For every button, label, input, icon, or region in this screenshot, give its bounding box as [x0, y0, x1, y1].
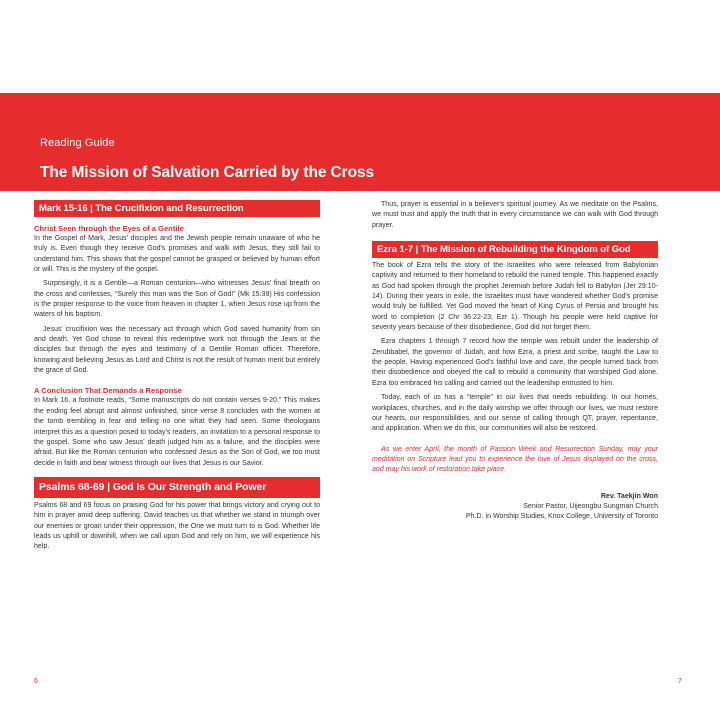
section-label: Reading Guide: [40, 137, 115, 149]
section-heading-mark: Mark 15-16 | The Crucifixion and Resurrection: [34, 200, 320, 217]
section-heading-ezra: Ezra 1-7 | The Mission of Rebuilding the Kingdom of God: [372, 241, 658, 258]
top-margin: [0, 0, 720, 93]
paragraph: In the Gospel of Mark, Jesus' disciples and the Jewish people remain unaware of who he truly is. Even though they receive God's promises and walk with Jesus, they still fail to understand him. This shows that the gospel cannot be grasped or believed by human effort or will. This is the mystery of the gospel.: [34, 235, 320, 274]
paragraph: The book of Ezra tells the story of the Israelites who were released from Babylonian captivity and returned to their homeland to rebuild the ruined temple. This happened exactly as God had spoken through the prophet Jeremiah before Judah fell to Babylon (Jer 29:10-14). During their years in exile, the Israelites must have wondered whether God's promise would truly be fulfilled. Yet God moved the heart of King Cyrus of Persia and brought his word to completion (2 Chr 36:22-23; Ezr 1). Though his people were held captive for seventy years because of their disobedience, God did not forget them.: [372, 262, 658, 332]
paragraph: Today, each of us has a “temple” in our lives that needs rebuilding. In our homes, workplaces, churches, and in the daily worship we offer through our lives, we must restore our hearts, our responsibilities, and our sense of calling through QT, prayer, repentance, and application. When we do this, our communities will also be restored.: [372, 394, 658, 433]
paragraph: In Mark 16, a footnote reads, “Some manuscripts do not contain verses 9-20.” This makes the ending feel abrupt and almost unfinished, since verse 8 concludes with the women at the tomb trembling in fear and telling no one what they had seen. Some theologians interpret this as a question posed to today's readers, an invitation to a personal response to the gospel. Some who saw Jesus' death judged him as a failure, and the disciples were afraid. But like the Roman centurion who confessed Jesus as the Son of God, we too must decide in faith and bear witness through our lives that Jesus is our Savior.: [34, 397, 320, 467]
author-role: Senior Pastor, Uijeongbu Sungman Church: [523, 502, 658, 510]
page-number-left: 6: [34, 678, 38, 685]
page-number-right: 7: [678, 678, 682, 685]
paragraph: Psalms 68 and 69 focus on praising God for his power that brings victory and crying out to him in prayer amid deep suffering. David teaches us that whether we stand in triumph over our enemies or groan under their oppression, the One we must turn to is God. Whether life leads us uphill or downhill, when we call upon God and rely on him, we will experience his help.: [34, 501, 320, 551]
paragraph: Surprisingly, it is a Gentile—a Roman centurion—who witnesses Jesus' final breath on the cross and confesses, “Surely this man was the Son of God!” (Mk 15:39) His confession is the proper response to the voice from heaven in chapter 1, when Jesus rose up from the waters of his baptism.: [34, 280, 320, 319]
section-heading-psalms: Psalms 68-69 | God Is Our Strength and Power: [34, 477, 320, 498]
paragraph: Thus, prayer is essential in a believer's spiritual journey. As we meditate on the Psalms, we must trust and apply the truth that in every circumstance we can walk with God through prayer.: [372, 201, 658, 229]
header-banner: [0, 93, 720, 191]
page-title: The Mission of Salvation Carried by the Cross: [40, 164, 374, 181]
signature-block: [372, 492, 658, 523]
subheading-gentile: Christ Seen through the Eyes of a Gentile: [34, 224, 184, 233]
closing-quote: As we enter April, the month of Passion Week and Resurrection Sunday, may your meditation on Scripture lead you to experience the love of Jesus displayed on the cross, and may his work of restoration take place.: [372, 445, 658, 474]
paragraph: Jesus' crucifixion was the necessary act through which God saved humanity from sin and death. Yet God chose to reveal this redemptive work not through the Jews or the disciples but through the eyes and testimony of a Gentile Roman officer. Therefore, knowing and believing Jesus as Lord and Christ is not the result of human merit but entirely the grace of God.: [34, 325, 320, 375]
right-column: [372, 200, 658, 523]
left-column: [34, 200, 320, 553]
author-name: Rev. Taekjin Won: [600, 492, 658, 500]
paragraph: Ezra chapters 1 through 7 record how the temple was rebuilt under the leadership of Zerubbabel, the governor of Judah, and how Ezra, a priest and scribe, taught the Law to the people. Having experienced God's faithful love and care, the people turned back from their disobedience and obeyed the call to rebuild a community that worshiped God alone. Ezra too embraced his calling and carried out the leadership entrusted to him.: [372, 338, 658, 387]
subheading-conclusion: A Conclusion That Demands a Response: [34, 386, 182, 396]
author-credentials: Ph.D. in Worship Studies, Knox College, University of Toronto: [465, 513, 658, 521]
